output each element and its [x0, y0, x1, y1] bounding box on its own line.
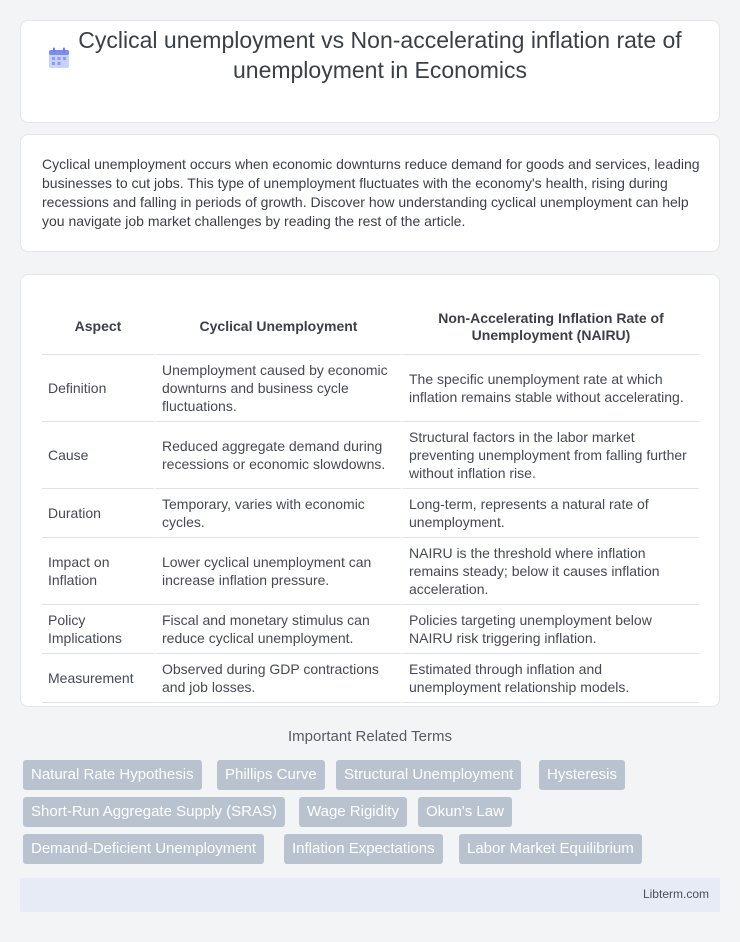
row-nairu: Structural factors in the labor market preventing unemployment from falling further without inflation rise. [401, 422, 699, 489]
header-aspect: Aspect [42, 295, 154, 355]
related-terms-title: Important Related Terms [288, 728, 452, 745]
row-aspect: Policy Implications [42, 605, 154, 654]
footer [20, 878, 720, 912]
page-title: Cyclical unemployment vs Non-accelerating inflation rate of unemployment in Economics [78, 27, 682, 83]
row-nairu: The specific unemployment rate at which inflation remains stable without accelerating. [401, 355, 699, 422]
row-cyclical: Unemployment caused by economic downturns and business cycle fluctuations. [154, 355, 401, 422]
row-nairu: Policies targeting unemployment below NAIRU risk triggering inflation. [401, 605, 699, 654]
row-aspect: Impact on Inflation [42, 538, 154, 605]
comparison-table [42, 295, 699, 703]
tag-demand-deficient-unemployment[interactable]: Demand-Deficient Unemployment [23, 834, 264, 864]
intro-text: Cyclical unemployment occurs when economic downturns reduce demand for goods and services, leading businesses to cut jobs. This type of unemployment fluctuates with the economy's health, rising during recessions and falling in periods of growth. Discover how understanding cyclical unemployment can help you navigate job market challenges by reading the rest of the article. [42, 156, 700, 229]
tag-phillips-curve[interactable]: Phillips Curve [217, 760, 325, 790]
tag-inflation-expectations[interactable]: Inflation Expectations [284, 834, 443, 864]
row-cyclical: Observed during GDP contractions and job losses. [154, 654, 401, 703]
header-cyclical: Cyclical Unemployment [154, 295, 401, 355]
table-header-row [42, 295, 699, 355]
tag-structural-unemployment[interactable]: Structural Unemployment [336, 760, 521, 790]
row-nairu: NAIRU is the threshold where inflation remains steady; below it causes inflation acceleration. [401, 538, 699, 605]
table-row [42, 605, 699, 654]
table-row [42, 422, 699, 489]
row-cyclical: Temporary, varies with economic cycles. [154, 489, 401, 538]
tag-labor-market-equilibrium[interactable]: Labor Market Equilibrium [459, 834, 642, 864]
comparison-table-card [20, 274, 720, 707]
table-row [42, 355, 699, 422]
row-cyclical: Fiscal and monetary stimulus can reduce cyclical unemployment. [154, 605, 401, 654]
table-row [42, 489, 699, 538]
row-aspect: Definition [42, 355, 154, 422]
header-nairu: Non-Accelerating Inflation Rate of Unemployment (NAIRU) [401, 295, 699, 355]
table-row [42, 654, 699, 703]
table-row [42, 538, 699, 605]
row-cyclical: Lower cyclical unemployment can increase inflation pressure. [154, 538, 401, 605]
row-cyclical: Reduced aggregate demand during recessions or economic slowdowns. [154, 422, 401, 489]
row-aspect: Measurement [42, 654, 154, 703]
row-nairu: Long-term, represents a natural rate of unemployment. [401, 489, 699, 538]
tag-okuns-law[interactable]: Okun's Law [418, 797, 512, 827]
row-nairu: Estimated through inflation and unemployment relationship models. [401, 654, 699, 703]
tag-wage-rigidity[interactable]: Wage Rigidity [299, 797, 407, 827]
row-aspect: Cause [42, 422, 154, 489]
footer-site-link[interactable]: Libterm.com [642, 887, 709, 901]
intro-card [20, 134, 720, 252]
tag-hysteresis[interactable]: Hysteresis [539, 760, 625, 790]
tag-sras[interactable]: Short-Run Aggregate Supply (SRAS) [23, 797, 285, 827]
tag-natural-rate-hypothesis[interactable]: Natural Rate Hypothesis [23, 760, 202, 790]
calendar-icon [47, 46, 71, 70]
row-aspect: Duration [42, 489, 154, 538]
